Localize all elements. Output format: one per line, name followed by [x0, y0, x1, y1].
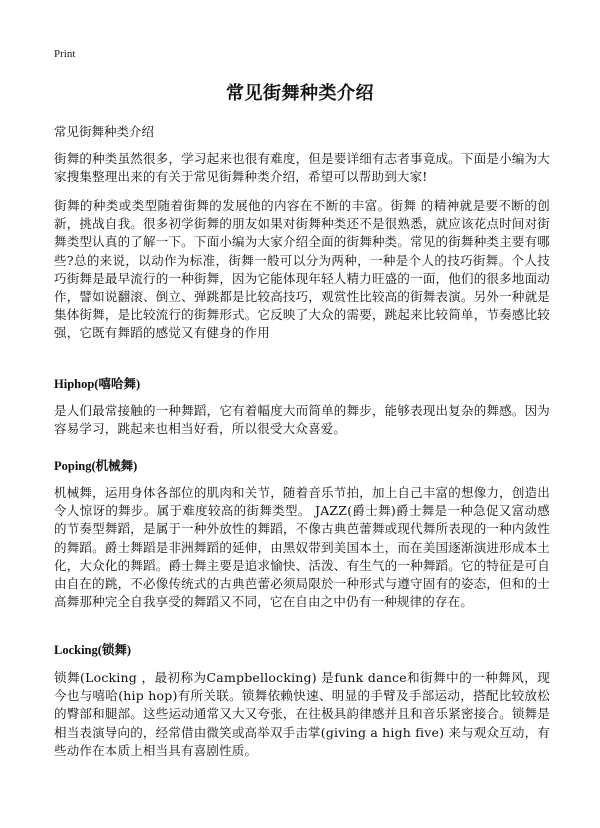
- section-heading-poping: Poping(机械舞): [54, 459, 138, 473]
- section-body-locking: 锁舞(Locking ，最初称为Campbellocking) 是funk dance和街舞中的一种舞风，现今也与嘻哈(hip hop)有所关联。锁舞依赖快速、明显的手臂及手部运动，搭配比较放松的臀部和腿部。这些运动通常又大又夸张，在往极具韵律感并且和音乐紧密接合。锁舞是相当表演导向的，经常借由微笑或高举双手击掌(giving a high five) 来与观众互动，有些动作在本质上相当具有喜剧性质。: [54, 670, 550, 758]
- section-body-hiphop: 是人们最常接触的一种舞蹈，它有着幅度大而简单的舞步，能够表现出复杂的舞感。因为容易学习，跳起来也相当好看，所以很受大众喜爱。: [54, 403, 550, 437]
- intro-paragraph: 街舞的种类虽然很多，学习起来也很有难度，但是要详细有志者事竟成。下面是小编为大家搜集整理出来的有关于常见街舞种类介绍，希望可以帮助到大家!: [54, 151, 550, 185]
- section-heading-hiphop: Hiphop(嘻哈舞): [54, 377, 141, 391]
- article-subtitle: 常见街舞种类介绍: [54, 124, 155, 139]
- overview-paragraph: 街舞的种类或类型随着街舞的发展他的内容在不断的丰富。街舞 的精神就是要不断的创新，挑战自我。很多初学街舞的朋友如果对街舞种类还不是很熟悉，就应该花点时间对街舞类型认真的了解一下。下面小编为大家介绍全面的街舞种类。常见的街舞种类主要有哪些?总的来说，以动作为标准，街舞一般可以分为两种，一种是个人的技巧街舞。个人技巧街舞是最早流行的一种街舞，因为它能体现年轻人精力旺盛的一面，他们的很多地面动作，譬如说翻滚、倒立、弹跳都是比较高技巧，观赏性比较高的街舞表演。另外一种就是集体街舞，是比较流行的街舞形式。它反映了大众的需要，跳起来比较简单，节奏感比较强，它既有舞蹈的感觉又有健身的作用: [54, 198, 550, 341]
- section-body-poping: 机械舞，运用身体各部位的肌肉和关节，随着音乐节拍，加上自己丰富的想像力，创造出令人惊讶的舞步。属于难度较高的街舞类型。 JAZZ(爵士舞)爵士舞是一种急促又富动感的节奏型舞蹈，是属于一种外放性的舞蹈，不像古典芭蕾舞或现代舞所表现的一种内敛性的舞蹈。爵士舞蹈是非洲舞蹈的延伸，由黑奴带到美国本土，而在美国逐渐演进形成本土化，大众化的舞蹈。爵士舞主要是追求愉快、活泼、有生气的一种舞蹈。它的特征是可自由自在的跳，不必像传统式的古典芭蕾必须局限於一种形式与遵守固有的姿态，但和的士高舞那种完全自我享受的舞蹈又不同，它在自由之中仍有一种规律的存在。: [54, 485, 550, 610]
- print-link[interactable]: Print: [54, 48, 76, 60]
- section-heading-locking: Locking(锁舞): [54, 643, 132, 657]
- page-title: 常见街舞种类介绍: [226, 83, 374, 104]
